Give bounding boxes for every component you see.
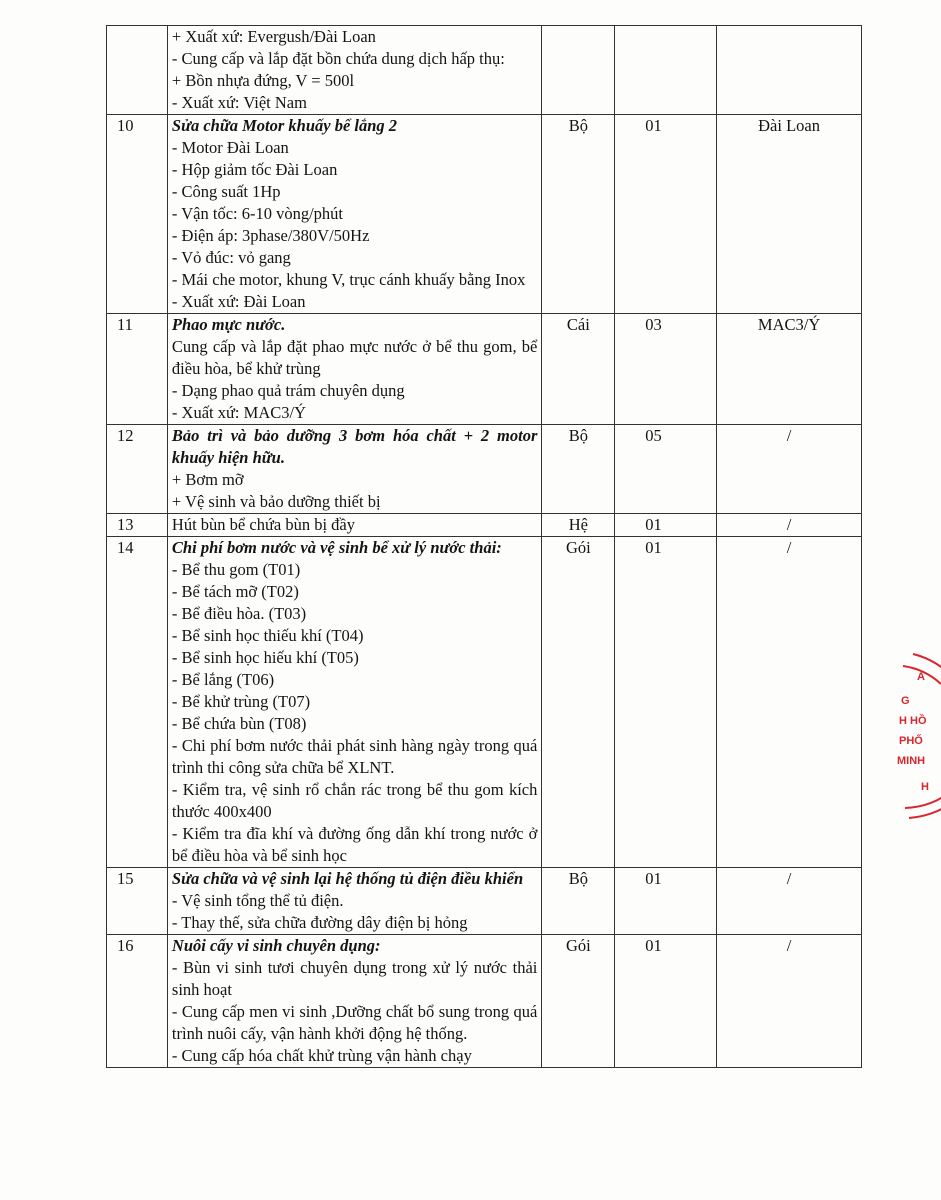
description-line: - Xuất xứ: MAC3/Ý [171,403,306,422]
table-row [107,537,862,868]
svg-text:G: G [901,695,910,707]
row-number [107,26,168,115]
origin-cell: / [717,537,862,868]
row-number: 13 [107,514,168,537]
description-line: Cung cấp và lắp đặt phao mực nước ở bể thu gom, bể điều hòa, bể khử trùng [171,337,538,378]
row-number: 14 [107,537,168,868]
origin-cell: / [717,425,862,514]
item-description [167,425,541,514]
description-line: - Thay thế, sửa chữa đường dây điện bị hỏng [171,913,468,932]
row-number: 10 [107,115,168,314]
svg-text:MINH: MINH [897,755,926,767]
description-line: - Bể sinh học hiếu khí (T05) [171,648,359,667]
description-line: - Bể lắng (T06) [171,670,275,689]
description-line: - Bùn vi sinh tươi chuyên dụng trong xử lý nước thải sinh hoạt [171,958,538,999]
svg-text:H HỒ: H HỒ [899,715,927,727]
description-line: - Xuất xứ: Việt Nam [171,93,307,112]
description-line: - Chi phí bơm nước thải phát sinh hàng ngày trong quá trình thi công sửa chữa bể XLNT. [171,736,538,777]
description-line: - Dạng phao quả trám chuyên dụng [171,381,405,400]
red-seal-stamp [895,640,941,830]
unit-cell: Bộ [542,425,615,514]
unit-cell: Bộ [542,115,615,314]
table-row [107,425,862,514]
description-line: Hút bùn bể chứa bùn bị đầy [171,515,355,534]
quantity-cell: 01 [615,514,717,537]
description-line: - Bể sinh học thiếu khí (T04) [171,626,364,645]
description-line: - Điện áp: 3phase/380V/50Hz [171,226,370,245]
origin-cell: / [717,868,862,935]
description-line: - Bể khử trùng (T07) [171,692,311,711]
origin-cell: / [717,514,862,537]
unit-cell [542,26,615,115]
item-description [167,26,541,115]
description-line: - Xuất xứ: Đài Loan [171,292,306,311]
quantity-cell: 01 [615,537,717,868]
origin-cell: MAC3/Ý [717,314,862,425]
materials-table [106,25,862,1068]
description-line: - Vận tốc: 6-10 vòng/phút [171,204,344,223]
item-description [167,935,541,1068]
item-title: Sửa chữa Motor khuấy bể lắng 2 [171,116,398,135]
table-row [107,935,862,1068]
description-line: - Kiểm tra đĩa khí và đường ống dẫn khí trong nước ở bể điều hòa và bể sinh học [171,824,538,865]
description-line: - Cung cấp và lắp đặt bồn chứa dung dịch hấp thụ: [171,49,505,68]
item-title: Chi phí bơm nước và vệ sinh bể xử lý nước thải: [171,538,502,557]
row-number: 15 [107,868,168,935]
unit-cell: Gói [542,537,615,868]
description-line: - Bể điều hòa. (T03) [171,604,307,623]
description-line: - Kiểm tra, vệ sinh rổ chắn rác trong bể thu gom kích thước 400x400 [171,780,538,821]
quantity-cell: 01 [615,935,717,1068]
description-line: - Vệ sinh tổng thể tủ điện. [171,891,344,910]
description-line: - Cung cấp men vi sinh ,Dưỡng chất bổ sung trong quá trình nuôi cấy, vận hành khởi động hệ thống. [171,1002,538,1043]
quantity-cell: 01 [615,868,717,935]
origin-cell: / [717,935,862,1068]
description-line: - Bể thu gom (T01) [171,560,301,579]
description-line: - Công suất 1Hp [171,182,281,201]
item-title: Bảo trì và bảo dưỡng 3 bơm hóa chất + 2 motor khuấy hiện hữu. [171,426,538,467]
quantity-cell: 01 [615,115,717,314]
svg-text:H: H [921,781,929,793]
table-row [107,868,862,935]
unit-cell: Hệ [542,514,615,537]
quantity-cell: 05 [615,425,717,514]
description-line: - Bể tách mỡ (T02) [171,582,299,601]
origin-cell [717,26,862,115]
description-line: - Hộp giảm tốc Đài Loan [171,160,338,179]
description-line: + Bồn nhựa đứng, V = 500l [171,71,355,90]
svg-text:PHỐ: PHỐ [899,735,923,747]
description-line: - Vỏ đúc: vỏ gang [171,248,291,267]
item-title: Phao mực nước. [171,315,286,334]
quantity-cell: 03 [615,314,717,425]
quantity-cell [615,26,717,115]
item-description [167,537,541,868]
item-description [167,314,541,425]
item-description [167,868,541,935]
row-number: 12 [107,425,168,514]
unit-cell: Cái [542,314,615,425]
table-row [107,514,862,537]
description-line: + Vệ sinh và bảo dưỡng thiết bị [171,492,381,511]
item-description [167,514,541,537]
svg-text:A: A [917,671,925,683]
description-line: + Bơm mỡ [171,470,244,489]
origin-cell: Đài Loan [717,115,862,314]
table-row [107,115,862,314]
unit-cell: Bộ [542,868,615,935]
description-line: - Mái che motor, khung V, trục cánh khuấy bằng Inox [171,270,526,289]
description-line: - Bể chứa bùn (T08) [171,714,307,733]
row-number: 16 [107,935,168,1068]
item-title: Sửa chữa và vệ sinh lại hệ thống tủ điện điều khiển [171,869,524,888]
item-title: Nuôi cấy vi sinh chuyên dụng: [171,936,381,955]
table-row [107,26,862,115]
item-description [167,115,541,314]
description-line: + Xuất xứ: Evergush/Đài Loan [171,27,376,46]
unit-cell: Gói [542,935,615,1068]
description-line: - Motor Đài Loan [171,138,289,157]
row-number: 11 [107,314,168,425]
description-line: - Cung cấp hóa chất khử trùng vận hành chạy [171,1046,472,1065]
table-row [107,314,862,425]
